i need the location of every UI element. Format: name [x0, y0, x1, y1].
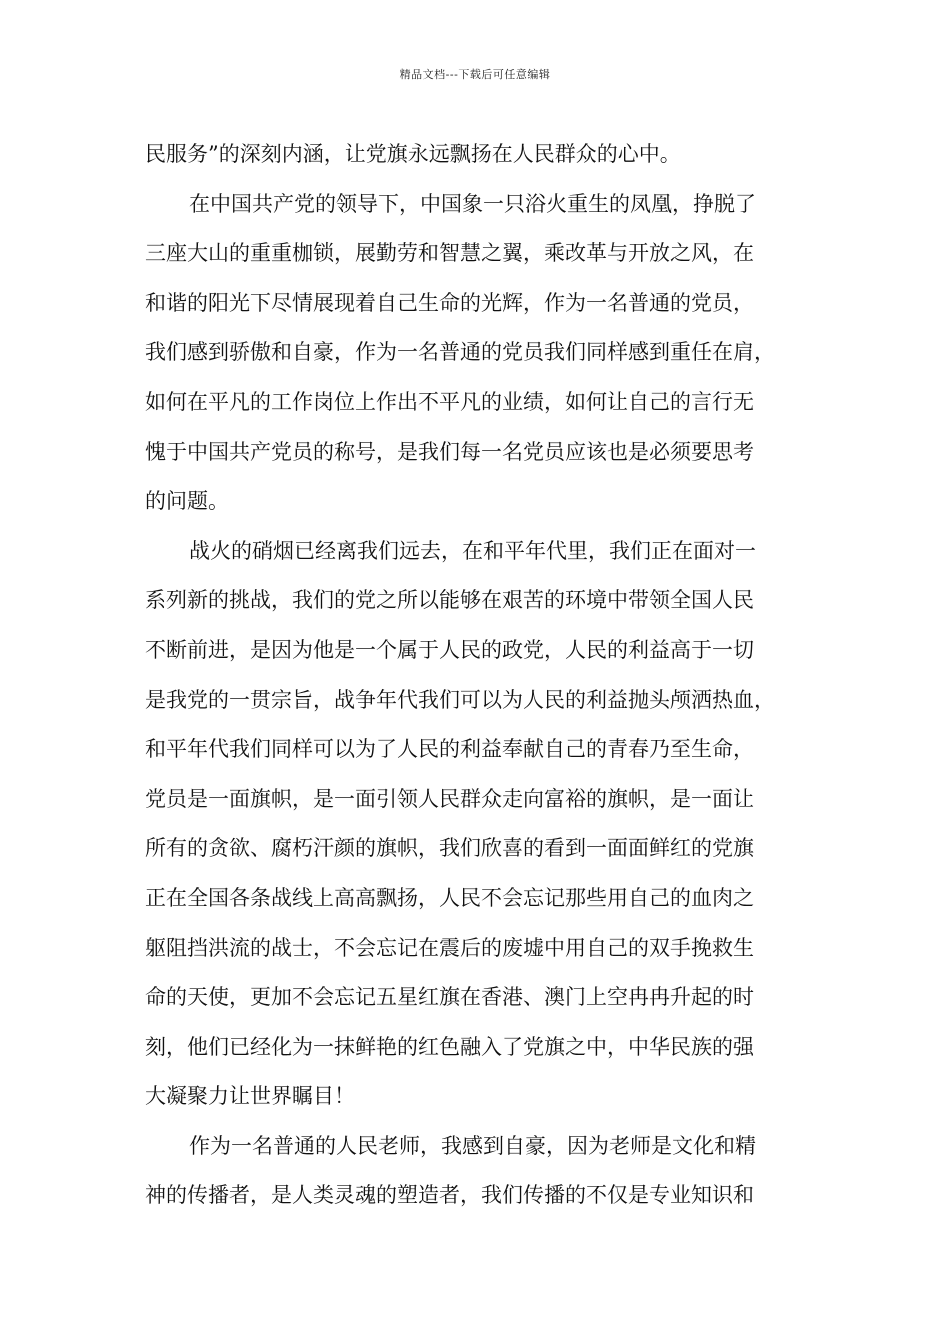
text-line: 系列新的挑战，我们的党之所以能够在艰苦的环境中带领全国人民 [145, 588, 754, 613]
text-line: 刻，他们已经化为一抹鲜艳的红色融入了党旗之中，中华民族的强 [145, 1034, 754, 1059]
text-line: 大凝聚力让世界瞩目！ [145, 1084, 355, 1109]
text-line: 党员是一面旗帜，是一面引领人民群众走向富裕的旗帜，是一面让 [145, 786, 754, 811]
text-line: 愧于中国共产党员的称号，是我们每一名党员应该也是必须要思考 [145, 439, 754, 464]
document-body [145, 130, 825, 1221]
text-line: 神的传播者，是人类灵魂的塑造者，我们传播的不仅是专业知识和 [145, 1183, 754, 1208]
text-line: 三座大山的重重枷锁，展勤劳和智慧之翼，乘改革与开放之风，在 [145, 241, 754, 266]
text-line: 不断前进，是因为他是一个属于人民的政党，人民的利益高于一切 [145, 637, 754, 662]
text-line: 在中国共产党的领导下，中国象一只浴火重生的凤凰，挣脱了 [189, 191, 756, 216]
text-line: 我们感到骄傲和自豪，作为一名普通的党员我们同样感到重任在肩， [145, 340, 775, 365]
page-header: 精品文档---下载后可任意编辑 [399, 68, 551, 81]
text-line: 如何在平凡的工作岗位上作出不平凡的业绩，如何让自己的言行无 [145, 389, 754, 414]
text-line: 作为一名普通的人民老师，我感到自豪，因为老师是文化和精 [189, 1133, 756, 1158]
text-line: 和平年代我们同样可以为了人民的利益奉献自己的青春乃至生命， [145, 737, 754, 762]
text-line: 躯阻挡洪流的战士，不会忘记在震后的废墟中用自己的双手挽救生 [145, 935, 754, 960]
text-line: 所有的贪欲、腐朽汗颜的旗帜，我们欣喜的看到一面面鲜红的党旗 [145, 836, 754, 861]
text-line: 民服务”的深刻内涵，让党旗永远飘扬在人民群众的心中。 [145, 142, 681, 166]
text-line: 命的天使，更加不会忘记五星红旗在香港、澳门上空冉冉升起的时 [145, 985, 754, 1010]
text-line: 正在全国各条战线上高高飘扬，人民不会忘记那些用自己的血肉之 [145, 885, 754, 910]
text-line: 战火的硝烟已经离我们远去，在和平年代里，我们正在面对一 [189, 538, 756, 563]
text-line: 的问题。 [145, 489, 229, 514]
text-line: 是我党的一贯宗旨，战争年代我们可以为人民的利益抛头颅洒热血， [145, 687, 775, 712]
text-line: 和谐的阳光下尽情展现着自己生命的光辉，作为一名普通的党员， [145, 290, 754, 315]
